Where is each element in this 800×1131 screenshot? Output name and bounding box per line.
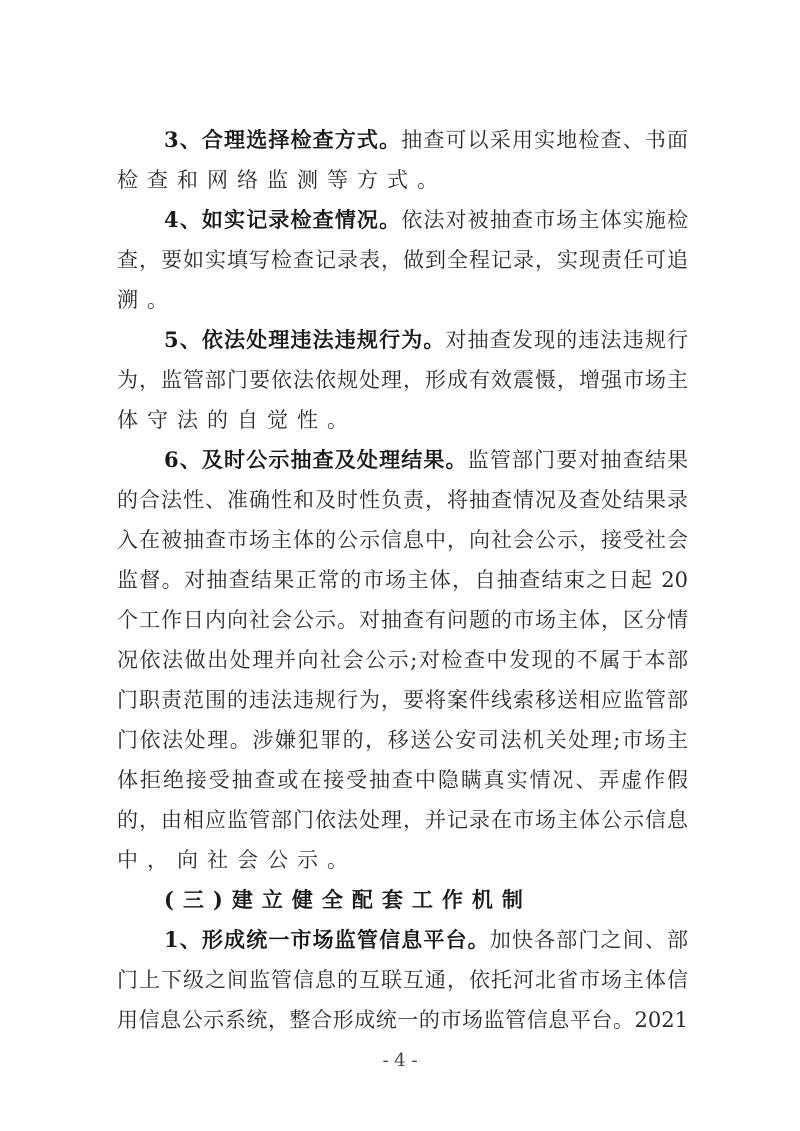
paragraph-heading-line: [164, 200, 688, 240]
paragraph-line: [117, 840, 688, 880]
paragraph-heading-line: [164, 120, 688, 160]
paragraph-line: [117, 720, 688, 760]
line-text: 依法对被抽查市场主体实施检: [401, 208, 688, 232]
paragraph-line: [117, 480, 688, 520]
line-text: 入在被抽查市场主体的公示信息中，向社会公示，接受社会: [117, 528, 688, 552]
line-text: 的合法性、准确性和及时性负责，将抽查情况及查处结果录: [117, 488, 688, 512]
paragraph-line: [117, 400, 688, 440]
paragraph-line: [117, 280, 688, 320]
paragraph-line: [117, 520, 688, 560]
paragraph-line: [117, 160, 688, 200]
paragraph-line: [117, 560, 688, 600]
bold-lead: 1、形成统一市场监管信息平台。: [164, 927, 490, 952]
line-text: 溯。: [117, 288, 177, 312]
paragraph-line: [117, 640, 688, 680]
line-text: 查，要如实填写检查记录表，做到全程记录，实现责任可追: [117, 248, 688, 272]
line-text: 的，由相应监管部门依法处理，并记录在市场主体公示信息: [117, 808, 688, 832]
paragraph-line: [117, 240, 688, 280]
bold-lead: 5、依法处理违法违规行为。: [164, 327, 446, 352]
paragraph-line: [117, 680, 688, 720]
bold-lead: (三)建立健全配套工作机制: [164, 887, 532, 912]
line-text: 门依法处理。涉嫌犯罪的，移送公安司法机关处理;市场主: [117, 728, 688, 752]
line-text: 加快各部门之间、部: [489, 928, 688, 952]
paragraph-heading-line: [164, 440, 688, 480]
line-text: 监管部门要对抽查结果: [467, 448, 688, 472]
line-text: 门上下级之间监管信息的互联互通，依托河北省市场主体信: [117, 968, 688, 992]
bold-lead: 4、如实记录检查情况。: [164, 207, 402, 232]
line-text: 监督。对抽查结果正常的市场主体，自抽查结束之日起 20: [117, 568, 688, 592]
paragraph-line: [117, 600, 688, 640]
line-text: 门职责范围的违法违规行为，要将案件线索移送相应监管部: [117, 688, 688, 712]
paragraph-line: [117, 1000, 688, 1040]
line-text: 中，向社会公示。: [117, 848, 357, 872]
line-text: 为，监管部门要依法依规处理，形成有效震慑，增强市场主: [117, 368, 688, 392]
line-text: 用信息公示系统，整合形成统一的市场监管信息平台。2021: [117, 1008, 688, 1032]
line-text: 检查和网络监测等方式。: [117, 168, 447, 192]
paragraph-heading-line: [164, 320, 688, 360]
line-text: 况依法做出处理并向社会公示;对检查中发现的不属于本部: [117, 648, 688, 672]
paragraph-line: [117, 960, 688, 1000]
paragraph-heading-line: [164, 880, 688, 920]
paragraph-line: [117, 760, 688, 800]
line-text: 体守法的自觉性。: [117, 408, 357, 432]
bold-lead: 6、及时公示抽查及处理结果。: [164, 447, 468, 472]
paragraph-line: [117, 360, 688, 400]
paragraph-line: [117, 800, 688, 840]
line-text: 抽查可以采用实地检查、书面: [401, 128, 688, 152]
page-number: - 4 -: [382, 1050, 418, 1071]
line-text: 体拒绝接受抽查或在接受抽查中隐瞒真实情况、弄虚作假: [117, 768, 688, 792]
paragraph-heading-line: [164, 920, 688, 960]
line-text: 对抽查发现的违法违规行: [445, 328, 688, 352]
line-text: 个工作日内向社会公示。对抽查有问题的市场主体，区分情: [117, 608, 688, 632]
bold-lead: 3、合理选择检查方式。: [164, 127, 402, 152]
